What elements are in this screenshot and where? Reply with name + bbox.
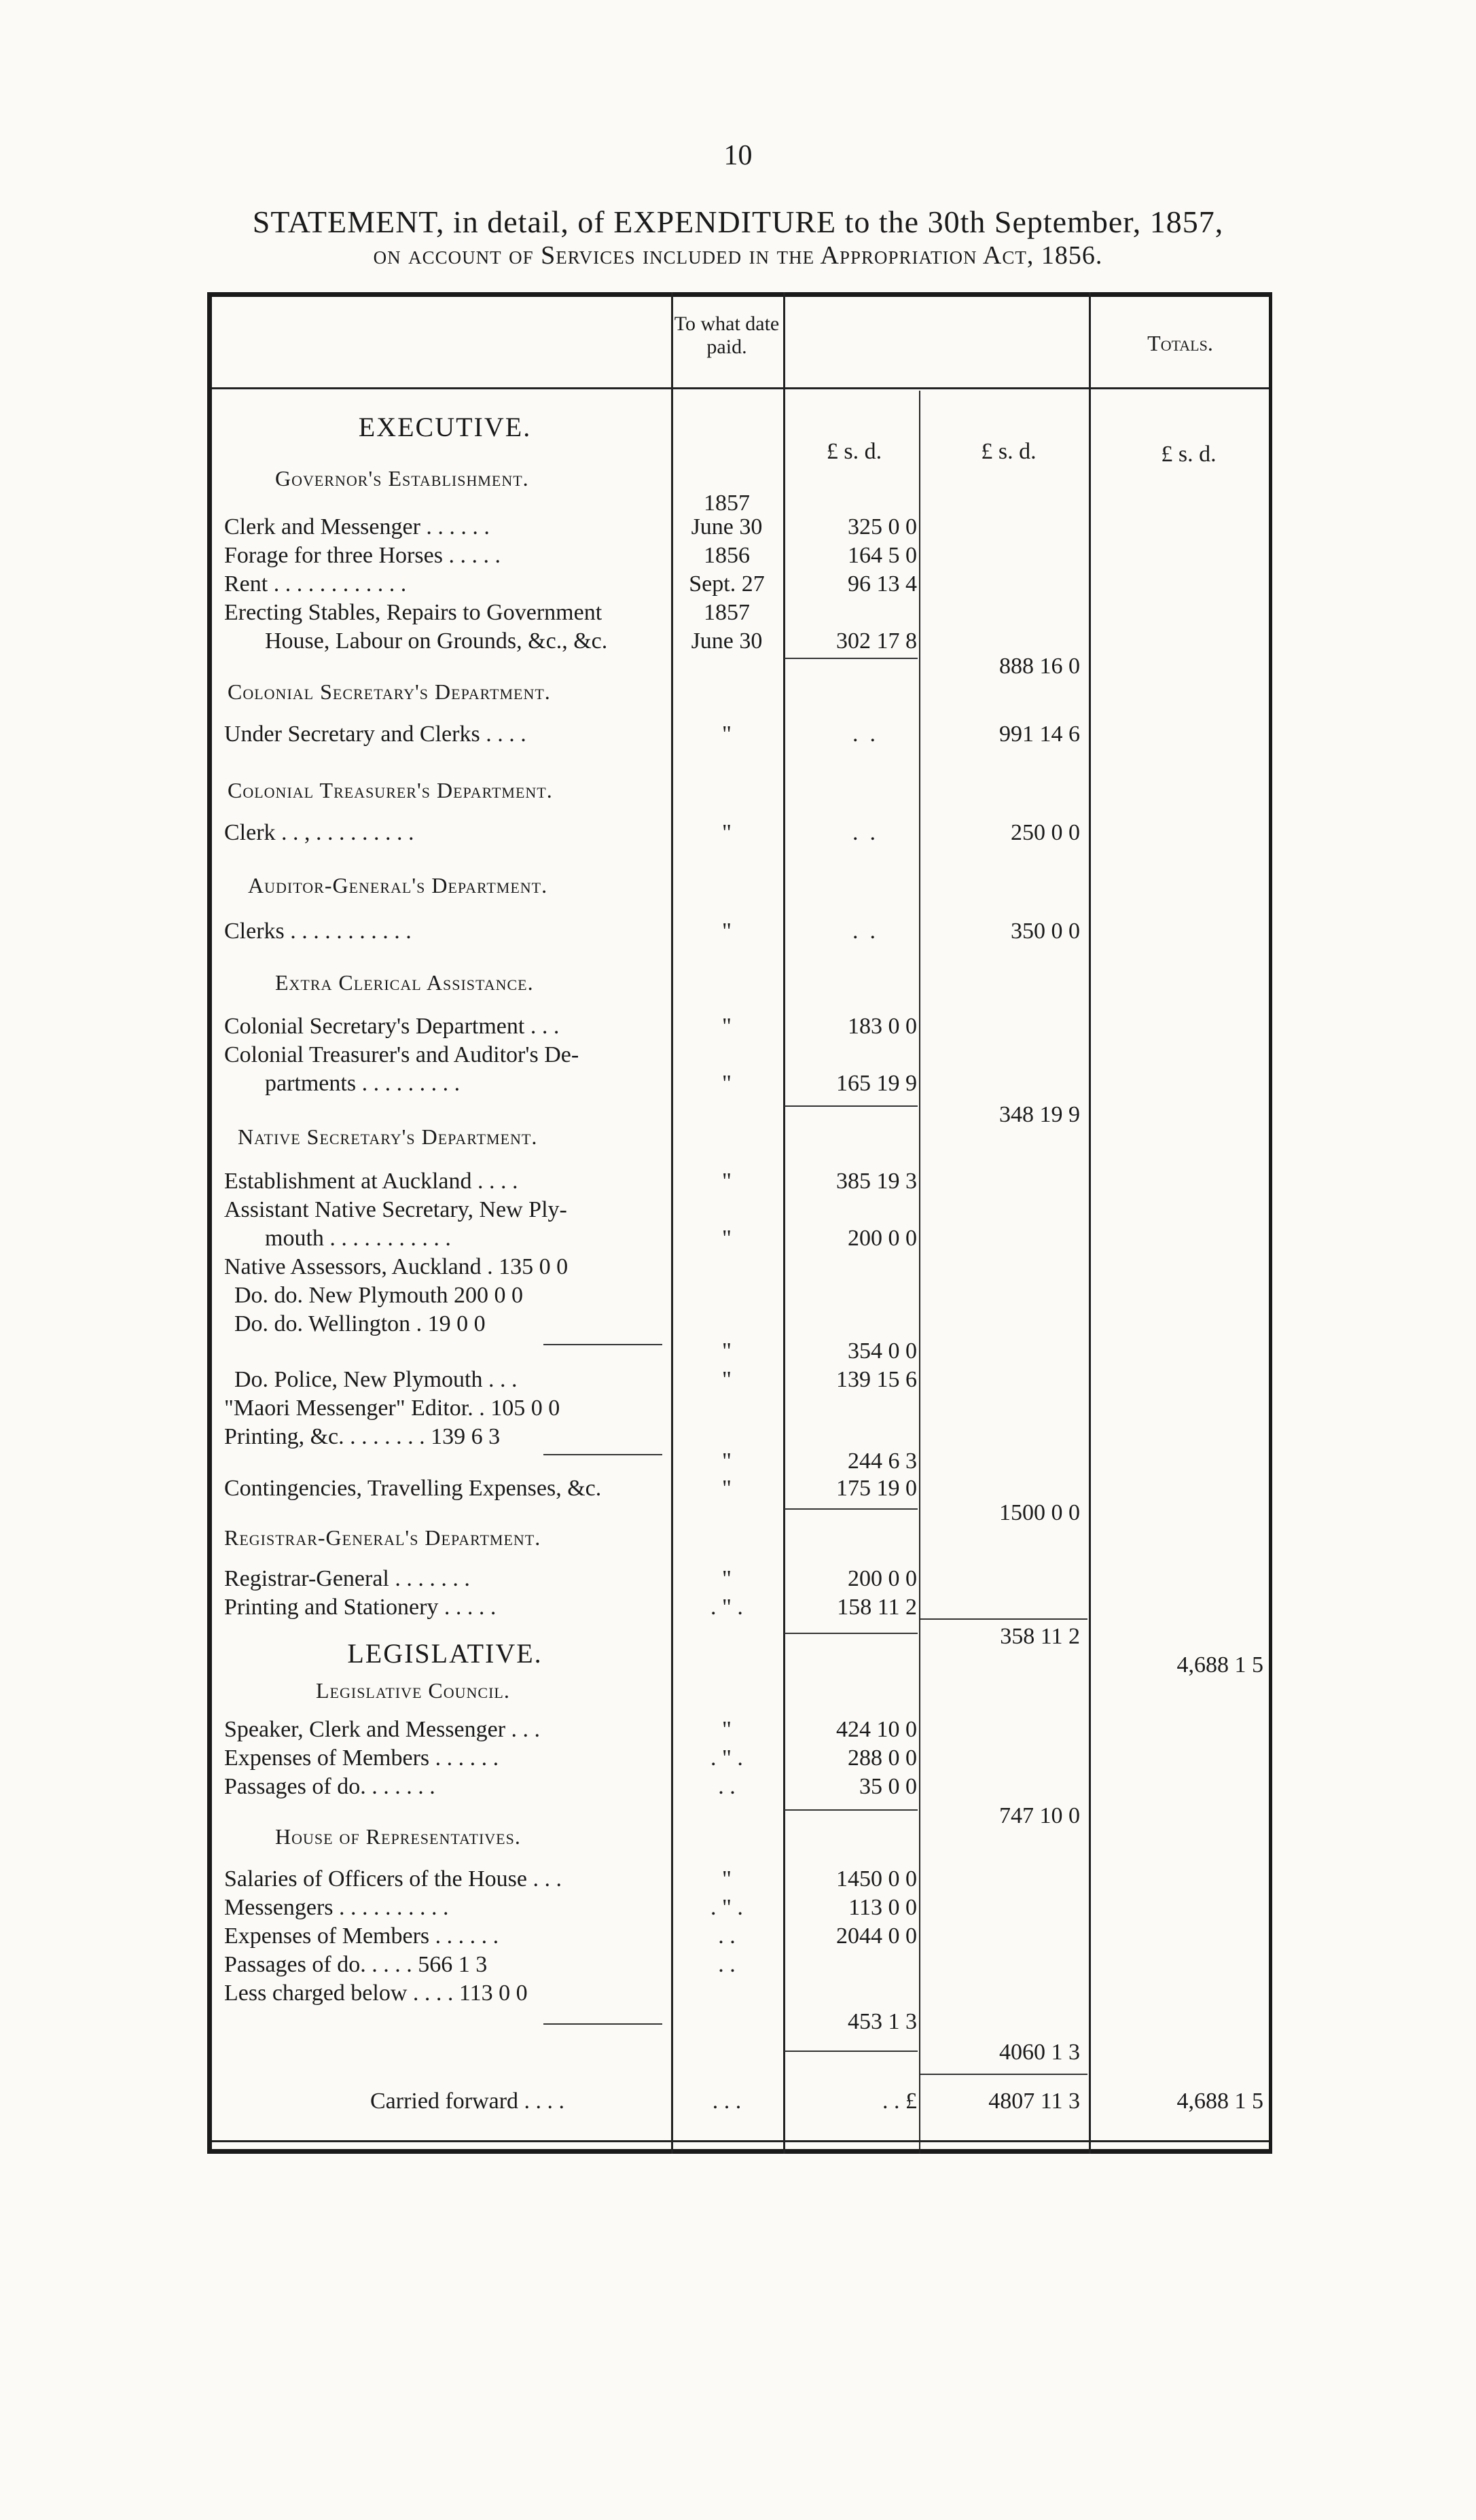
subsection-colonial-secretary: Colonial Secretary's Department. (228, 679, 551, 704)
row-date: 1857 (704, 600, 750, 625)
row-desc: Do. do. New Plymouth 200 0 0 (234, 1283, 523, 1308)
row-amount: 139 15 6 (836, 1367, 917, 1392)
row-desc: Clerk . . , . . . . . . . . . (224, 820, 414, 845)
leader-dots: . . (852, 722, 876, 747)
row-desc: Registrar-General . . . . . . . (224, 1566, 470, 1591)
row-date: " (722, 1449, 732, 1474)
header-date-column: To what date paid. (674, 313, 780, 358)
row-desc: Contingencies, Travelling Expenses, &c. (224, 1476, 602, 1501)
leader-dots: . . (852, 820, 876, 845)
row-desc: "Maori Messenger" Editor. . 105 0 0 (224, 1396, 560, 1421)
row-desc: House, Labour on Grounds, &c., &c. (265, 628, 608, 654)
row-date: . . . (712, 2089, 742, 2114)
row-desc: mouth . . . . . . . . . . . (265, 1226, 451, 1251)
row-desc: Clerk and Messenger . . . . . . (224, 514, 490, 539)
row-amount: 183 0 0 (848, 1014, 917, 1039)
subsection-extra-clerical: Extra Clerical Assistance. (275, 970, 534, 995)
row-subtotal: 350 0 0 (1011, 919, 1080, 944)
title-line-1: STATEMENT, in detail, of EXPENDITURE to the 30th September, 1857, (252, 205, 1224, 239)
row-date: . . (718, 1774, 736, 1799)
row-desc: Colonial Treasurer's and Auditor's De- (224, 1042, 579, 1067)
date-year: 1857 (704, 491, 750, 516)
row-desc: Assistant Native Secretary, New Ply- (224, 1197, 567, 1222)
row-desc: partments . . . . . . . . . (265, 1071, 461, 1096)
carried-forward-label: Carried forward . . . . (370, 2089, 565, 2114)
row-date: " (722, 1169, 732, 1194)
row-amount: 200 0 0 (848, 1226, 917, 1251)
row-date: " (722, 1866, 732, 1892)
row-desc: Printing and Stationery . . . . . (224, 1595, 497, 1620)
row-desc: Do. do. Wellington . 19 0 0 (234, 1311, 486, 1336)
row-desc: Colonial Secretary's Department . . . (224, 1014, 560, 1039)
row-amount: 2044 0 0 (836, 1923, 917, 1949)
title-line-2: on account of Services included in the Appropriation Act, 1856. (373, 241, 1103, 270)
row-amount: 1450 0 0 (836, 1866, 917, 1892)
subtotal-governor: 888 16 0 (999, 654, 1080, 679)
row-desc: Under Secretary and Clerks . . . . (224, 722, 526, 747)
row-date: " (722, 1226, 732, 1251)
row-date: " (722, 1566, 732, 1591)
row-amount: 164 5 0 (848, 543, 917, 568)
row-subtotal: 991 14 6 (999, 722, 1080, 747)
subtotal-house: 4060 1 3 (999, 2040, 1080, 2065)
row-date: June 30 (691, 514, 763, 539)
row-desc: Erecting Stables, Repairs to Government (224, 600, 602, 625)
row-desc: Establishment at Auckland . . . . (224, 1169, 518, 1194)
row-desc: Less charged below . . . . 113 0 0 (224, 1981, 528, 2006)
footer-rule (212, 2140, 1269, 2142)
header-rule (212, 387, 1269, 389)
row-amount: 424 10 0 (836, 1717, 917, 1742)
row-desc: Expenses of Members . . . . . . (224, 1923, 499, 1949)
row-desc: Speaker, Clerk and Messenger . . . (224, 1717, 541, 1742)
row-subtotal: 250 0 0 (1011, 820, 1080, 845)
row-amount: 325 0 0 (848, 514, 917, 539)
row-amount: . . £ (882, 2089, 917, 2114)
row-desc: Do. Police, New Plymouth . . . (234, 1367, 518, 1392)
subtotal-legislative-council: 747 10 0 (999, 1803, 1080, 1828)
row-date: Sept. 27 (689, 571, 765, 597)
row-amount: 175 19 0 (836, 1476, 917, 1501)
row-desc: Messengers . . . . . . . . . . (224, 1895, 449, 1920)
row-date: " (722, 1014, 732, 1039)
row-amount: 96 13 4 (848, 571, 917, 597)
row-date: . " . (710, 1745, 743, 1771)
row-amount: 385 19 3 (836, 1169, 917, 1194)
row-date: June 30 (691, 628, 763, 654)
row-amount: 200 0 0 (848, 1566, 917, 1591)
row-date: . . (718, 1952, 736, 1977)
subtotal-registrar: 358 11 2 (1000, 1624, 1080, 1649)
row-desc: Rent . . . . . . . . . . . . (224, 571, 407, 597)
sum-rule (920, 2074, 1087, 2075)
row-desc: Salaries of Officers of the House . . . (224, 1866, 562, 1892)
subsection-auditor-general: Auditor-General's Department. (248, 873, 548, 898)
currency-header-sub: £ s. d. (981, 439, 1037, 464)
currency-header-totals: £ s. d. (1161, 442, 1217, 467)
row-desc: Forage for three Horses . . . . . (224, 543, 501, 568)
carried-forward-total: 4,688 1 5 (1176, 2089, 1263, 2114)
row-date: " (722, 1367, 732, 1392)
row-date: . " . (710, 1595, 743, 1620)
subtotal-extra-clerical: 348 19 9 (999, 1102, 1080, 1127)
row-amount: 113 0 0 (848, 1895, 917, 1920)
row-amount: 288 0 0 (848, 1745, 917, 1771)
row-date: " (722, 1476, 732, 1501)
row-amount: 354 0 0 (848, 1338, 917, 1364)
row-desc: Expenses of Members . . . . . . (224, 1745, 499, 1771)
row-desc: Passages of do. . . . . . . (224, 1774, 435, 1799)
subtotal-native: 1500 0 0 (999, 1500, 1080, 1525)
row-date: . " . (710, 1895, 743, 1920)
section-legislative: LEGISLATIVE. (347, 1638, 543, 1669)
row-desc: Printing, &c. . . . . . . . 139 6 3 (224, 1424, 501, 1449)
row-desc: Clerks . . . . . . . . . . . (224, 919, 412, 944)
row-date: 1856 (704, 543, 750, 568)
row-amount: 158 11 2 (837, 1595, 917, 1620)
sum-rule (920, 1618, 1087, 1620)
row-amount: 244 6 3 (848, 1449, 917, 1474)
row-date: " (722, 722, 732, 747)
subsection-house-of-representatives: House of Representatives. (275, 1824, 521, 1849)
subsection-legislative-council: Legislative Council. (316, 1678, 510, 1703)
subsection-governor: Governor's Establishment. (275, 466, 529, 491)
leader-dots: . . (852, 919, 876, 944)
row-desc: Passages of do. . . . . 566 1 3 (224, 1952, 488, 1977)
row-date: " (722, 1071, 732, 1096)
section-executive: EXECUTIVE. (358, 412, 532, 442)
row-amount: 453 1 3 (848, 2009, 917, 2034)
page-number: 10 (723, 140, 753, 171)
row-desc: Native Assessors, Auckland . 135 0 0 (224, 1254, 569, 1279)
carried-forward-subtotal: 4807 11 3 (988, 2089, 1080, 2114)
subsection-native-secretary: Native Secretary's Department. (238, 1124, 538, 1149)
row-date: " (722, 820, 732, 845)
subsection-colonial-treasurer: Colonial Treasurer's Department. (228, 778, 553, 802)
subsection-registrar-general: Registrar-General's Department. (224, 1525, 541, 1550)
row-date: " (722, 1717, 732, 1742)
row-amount: 302 17 8 (836, 628, 917, 654)
row-amount: 165 19 9 (836, 1071, 917, 1096)
total-executive: 4,688 1 5 (1176, 1652, 1263, 1678)
row-amount: 35 0 0 (859, 1774, 917, 1799)
currency-header-items: £ s. d. (826, 439, 882, 464)
header-totals: Totals. (1147, 331, 1213, 355)
row-date: . . (718, 1923, 736, 1949)
row-date: " (722, 1338, 732, 1364)
row-date: " (722, 919, 732, 944)
